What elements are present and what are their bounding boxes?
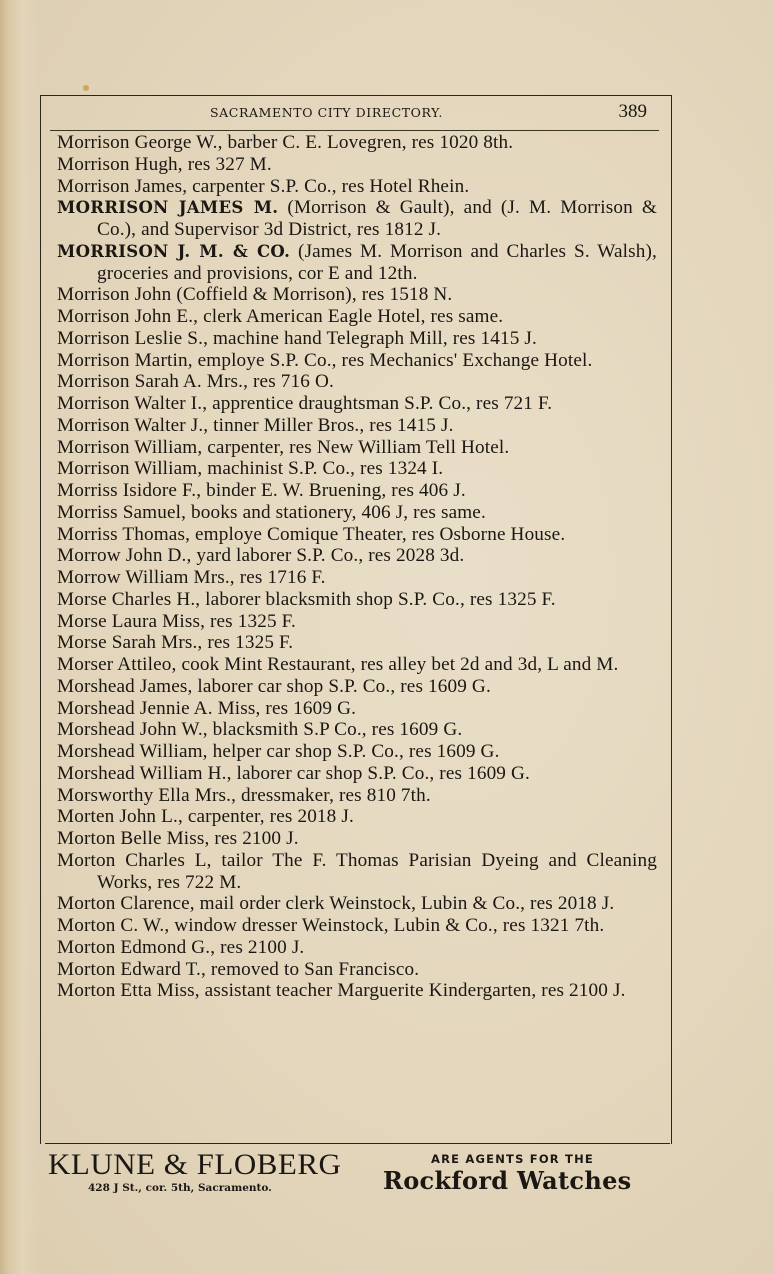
entry-text: Morton Clarence, mail order clerk Weinstock, Lubin & Co., res 2018 J. (57, 893, 615, 915)
directory-entry (57, 567, 657, 589)
directory-entry (57, 850, 657, 894)
entry-text: Morriss Isidore F., binder E. W. Bruening, res 406 J. (57, 480, 466, 501)
brand-name: Rockford Watches (383, 1166, 632, 1195)
entry-text: Morrison James, carpenter S.P. Co., res Hotel Rhein. (57, 175, 470, 197)
directory-entry (57, 437, 657, 459)
directory-entry (57, 611, 657, 633)
entry-text: Morshead John W., blacksmith S.P Co., res 1609 G. (57, 719, 463, 741)
directory-entry (57, 458, 657, 480)
directory-entry (57, 806, 657, 828)
entry-text: Morton Charles L, tailor The F. Thomas Parisian Dyeing and Cleaning Works, res 722 M. (57, 849, 657, 893)
entry-text: Morriss Samuel, books and stationery, 406 J, res same. (57, 501, 486, 523)
entry-text: Morshead James, laborer car shop S.P. Co., res 1609 G. (57, 675, 491, 697)
entry-text: Morrow John D., yard laborer S.P. Co., res 2028 3d. (57, 545, 465, 567)
directory-entry (57, 676, 657, 698)
directory-entry (57, 980, 657, 1002)
entry-text: Morrison George W., barber C. E. Lovegren, res 1020 8th. (57, 132, 514, 153)
directory-entry (57, 502, 657, 524)
entry-text: (James M. Morrison and Charles S. Walsh), groceries and provisions, cor E and 12th. (97, 240, 658, 284)
footer-rule (45, 1143, 670, 1144)
directory-entry (57, 306, 657, 328)
directory-entry (57, 415, 657, 437)
entry-text: Morsworthy Ella Mrs., dressmaker, res 810 7th. (57, 784, 431, 806)
advertisement-brand (383, 1152, 683, 1195)
directory-entry (57, 241, 657, 285)
paper-stain (83, 85, 89, 91)
directory-entry (57, 480, 657, 502)
entry-text: Morriss Thomas, employe Comique Theater, res Osborne House. (57, 523, 566, 545)
directory-entry (57, 545, 657, 567)
directory-entry (57, 915, 657, 937)
entry-text: Morrison John E., clerk American Eagle Hotel, res same. (57, 306, 504, 327)
directory-entry (57, 698, 657, 720)
directory-entry (57, 589, 657, 611)
entry-text: Morshead Jennie A. Miss, res 1609 G. (57, 697, 357, 719)
directory-entry (57, 132, 657, 154)
entry-text: Morse Charles H., laborer blacksmith shop S.P. Co., res 1325 F. (57, 588, 556, 610)
entry-text: Morrison Hugh, res 327 M. (57, 153, 272, 175)
entry-text: Morrison John (Coffield & Morrison), res 1518 N. (57, 284, 453, 306)
entry-text: Morrison Walter J., tinner Miller Bros., res 1415 J. (57, 414, 454, 436)
entry-text: Morshead William H., laborer car shop S.P. Co., res 1609 G. (57, 762, 530, 784)
directory-entry (57, 959, 657, 981)
entry-name-bold: MORRISON JAMES M. (57, 198, 279, 218)
entry-text: Morser Attileo, cook Mint Restaurant, res alley bet 2d and 3d, L and M. (57, 654, 619, 675)
directory-entry (57, 763, 657, 785)
directory-entry (57, 371, 657, 393)
entry-text: Morrison Leslie S., machine hand Telegraph Mill, res 1415 J. (57, 327, 537, 349)
entry-text: Morrison William, carpenter, res New William Tell Hotel. (57, 436, 510, 458)
firm-address: 428 J St., cor. 5th, Sacramento. (88, 1182, 272, 1194)
running-header (45, 101, 655, 129)
advertisement-firm (48, 1147, 378, 1194)
entry-text: Morse Laura Miss, res 1325 F. (57, 610, 296, 632)
directory-entry (57, 893, 657, 915)
page-number: 389 (618, 101, 647, 122)
entry-text: Morrison William, machinist S.P. Co., res 1324 I. (57, 458, 444, 480)
entry-text: Morrison Martin, employe S.P. Co., res Mechanics' Exchange Hotel. (57, 349, 593, 371)
entry-text: Morton Edward T., removed to San Francisco. (57, 958, 420, 980)
directory-entry (57, 632, 657, 654)
directory-entry (57, 328, 657, 350)
directory-entry (57, 176, 657, 198)
firm-name: KLUNE & FLOBERG (48, 1147, 342, 1181)
entry-text: (Morrison & Gault), and (J. M. Morrison & Co.), and Supervisor 3d District, res 1812 J. (97, 197, 657, 240)
directory-entry (57, 393, 657, 415)
directory-entry (57, 284, 657, 306)
running-title: SACRAMENTO CITY DIRECTORY. (210, 105, 443, 120)
entry-text: Morten John L., carpenter, res 2018 J. (57, 806, 354, 828)
entry-text: Morton Belle Miss, res 2100 J. (57, 828, 299, 849)
directory-entry (57, 937, 657, 959)
directory-entry (57, 828, 657, 850)
entry-name-bold: MORRISON J. M. & CO. (57, 241, 291, 261)
entry-text: Morrison Sarah A. Mrs., res 716 O. (57, 371, 334, 393)
entry-text: Morse Sarah Mrs., res 1325 F. (57, 632, 294, 654)
directory-entry (57, 654, 657, 676)
header-rule (50, 130, 659, 131)
entry-text: Morton Edmond G., res 2100 J. (57, 936, 305, 958)
entry-text: Morrison Walter I., apprentice draughtsman S.P. Co., res 721 F. (57, 393, 553, 414)
directory-entry (57, 741, 657, 763)
directory-entry (57, 197, 657, 241)
entry-text: Morrow William Mrs., res 1716 F. (57, 567, 326, 588)
directory-entry (57, 350, 657, 372)
directory-entries (57, 132, 657, 1002)
directory-entry (57, 524, 657, 546)
entry-text: Morshead William, helper car shop S.P. Co., res 1609 G. (57, 741, 500, 762)
directory-entry (57, 785, 657, 807)
entry-text: Morton Etta Miss, assistant teacher Marguerite Kindergarten, res 2100 J. (57, 980, 626, 1002)
directory-entry (57, 154, 657, 176)
agents-tagline: ARE AGENTS FOR THE (431, 1152, 594, 1166)
entry-text: Morton C. W., window dresser Weinstock, Lubin & Co., res 1321 7th. (57, 915, 605, 936)
directory-entry (57, 719, 657, 741)
